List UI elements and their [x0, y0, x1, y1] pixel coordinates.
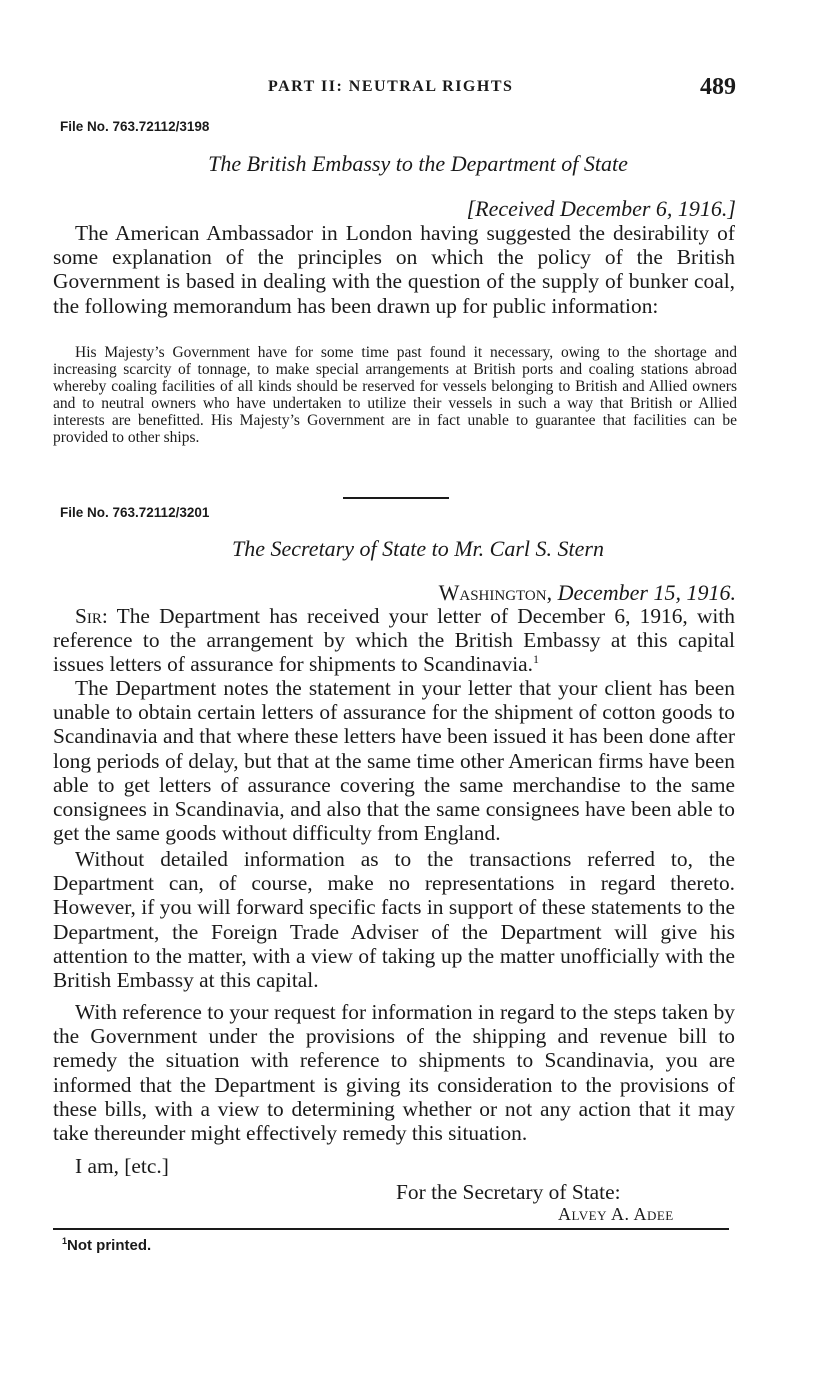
footnote-mark: 1 [62, 1236, 68, 1246]
footnote-rule [53, 1228, 729, 1230]
running-head [0, 74, 836, 108]
salutation: Sir: [75, 604, 108, 628]
paragraph-1-text: The Department has received your letter of December 6, 1916, with reference to the arrangement by which the British Embassy at this capital issues letters of assurance for shipments to Scandinavia. [53, 604, 735, 677]
file-number-3201: File No. 763.72112/3201 [60, 505, 210, 520]
letter-paragraph-4: With reference to your request for information in regard to the steps taken by the Government under the provisions of the shipping and revenue bill to remedy the situation with reference to shipments to Scandinavia, you are informed that the Department is giving its consideration to the provisions of these bills, with a view to determining whether or not any action that it may take thereunder might effectively remedy this situation. [53, 1000, 735, 1146]
footnote-reference: 1 [532, 652, 539, 667]
letter-paragraph-3: Without detailed information as to the transactions referred to, the Department can, of course, make no representations in regard thereto. However, if you will forward specific facts in support of these statements to the Department, the Foreign Trade Adviser of the Department will give his attention to the matter, with a view of taking up the matter unofficially with the British Embassy at this capital. [53, 847, 735, 993]
footnote [62, 1236, 151, 1254]
doc1-received-line: [Received December 6, 1916.] [466, 196, 736, 221]
section-divider [343, 497, 449, 499]
letter-paragraph-1 [53, 604, 735, 677]
signature-name: Alvey A. Adee [558, 1204, 674, 1224]
file-number-3198: File No. 763.72112/3198 [60, 119, 210, 134]
signature-for-line: For the Secretary of State: [396, 1180, 621, 1204]
letter-paragraph-2: The Department notes the statement in your letter that your client has been unable to obtain certain letters of assurance for the shipment of cotton goods to Scandinavia and that where these letters have been issued it has been done after long periods of delay, but that at the same time other American firms have been able to get letters of assurance covering the same merchandise to the same consignees in Scandinavia, and also that the same consignees have been able to get the same goods without difficulty from England. [53, 676, 735, 846]
doc1-title: The British Embassy to the Department of State [208, 151, 628, 176]
doc2-title: The Secretary of State to Mr. Carl S. Stern [232, 536, 604, 561]
closing-line: I am, [etc.] [75, 1154, 169, 1178]
page-number: 489 [700, 74, 736, 100]
footnote-text: Not printed. [67, 1237, 152, 1254]
doc1-intro-paragraph: The American Ambassador in London having suggested the desirability of some explanation of the principles on which the policy of the British Government is based in dealing with the question of the supply of bunker coal, the following memorandum has been drawn up for public information: [53, 221, 735, 318]
dateline-date: December 15, 1916. [557, 580, 736, 605]
dateline-place: Washington, [438, 580, 553, 605]
memorandum-paragraph: His Majesty’s Government have for some time past found it necessary, owing to the shortage and increasing scarcity of tonnage, to make special arrangements at British ports and coaling stations abroad whereby coaling facilities of all kinds should be reserved for vessels belonging to British and Allied owners and to neutral owners who have undertaken to utilize their vessels in such a way that British or Allied interests are benefitted. His Majesty’s Government are in fact unable to guarantee that facilities can be provided to other ships. [53, 344, 737, 446]
doc2-dateline [439, 580, 736, 606]
running-title: PART II: NEUTRAL RIGHTS [268, 78, 514, 95]
